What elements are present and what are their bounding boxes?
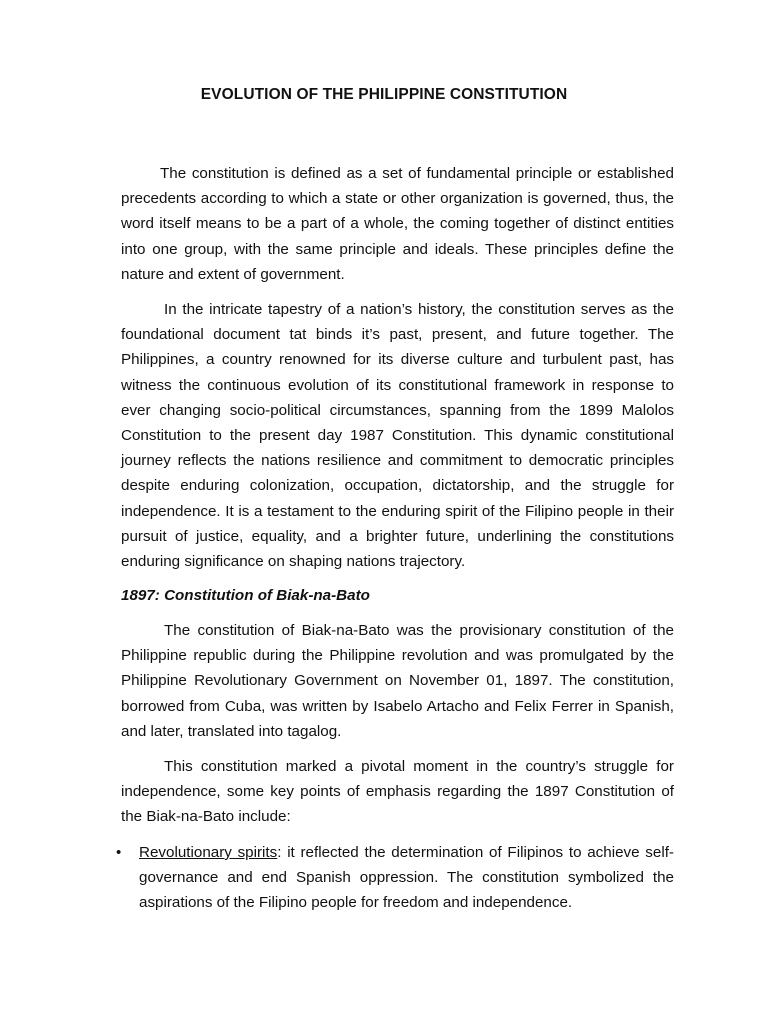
intro-paragraph-definition: The constitution is defined as a set of fundamental principle or established precedents according to which a state or other organization is governed, thus, the word itself means to be a part of a whole, the coming together of distinct entities into one group, with the same principle and ideals. These principles define the nature and extent of government. [121, 165, 674, 283]
document-title: EVOLUTION OF THE PHILIPPINE CONSTITUTION [200, 86, 568, 103]
key-points-list [116, 840, 674, 916]
key-point-text: : it reflected the determination of Filipinos to achieve self-governance and end Spanish oppression. The constitution symbolized the aspirations of the Filipino people for freedom and independence. [139, 844, 674, 912]
key-point-revolutionary-spirits [116, 840, 674, 916]
section-heading-biak-na-bato: 1897: Constitution of Biak-na-Bato [121, 587, 370, 604]
bullet-marker: • [116, 844, 122, 861]
intro-paragraph-history: In the intricate tapestry of a nation’s history, the constitution serves as the foundational document tat binds it’s past, present, and future together. The Philippines, a country renowned for its diverse culture and turbulent past, has witness the continuous evolution of its constitutional framework in response to ever changing socio-political circumstances, spanning from the 1899 Malolos Constitution to the present day 1987 Constitution. This dynamic constitutional journey reflects the nations resilience and commitment to democratic principles despite enduring colonization, occupation, dictatorship, and the struggle for independence. It is a testament to the enduring spirit of the Filipino people in their pursuit of justice, equality, and a brighter future, underlining the constitutions enduring significance on shaping nations trajectory. [121, 301, 674, 571]
key-point-term: Revolutionary spirits [139, 844, 278, 861]
biak-na-bato-paragraph-overview: The constitution of Biak-na-Bato was the provisionary constitution of the Philippine republic during the Philippine revolution and was promulgated by the Philippine Revolutionary Government on November 01, 1897. The constitution, borrowed from Cuba, was written by Isabelo Artacho and Felix Ferrer in Spanish, and later, translated into tagalog. [121, 622, 674, 740]
biak-na-bato-paragraph-significance: This constitution marked a pivotal moment in the country’s struggle for independence, some key points of emphasis regarding the 1897 Constitution of the Biak-na-Bato include: [121, 758, 674, 826]
